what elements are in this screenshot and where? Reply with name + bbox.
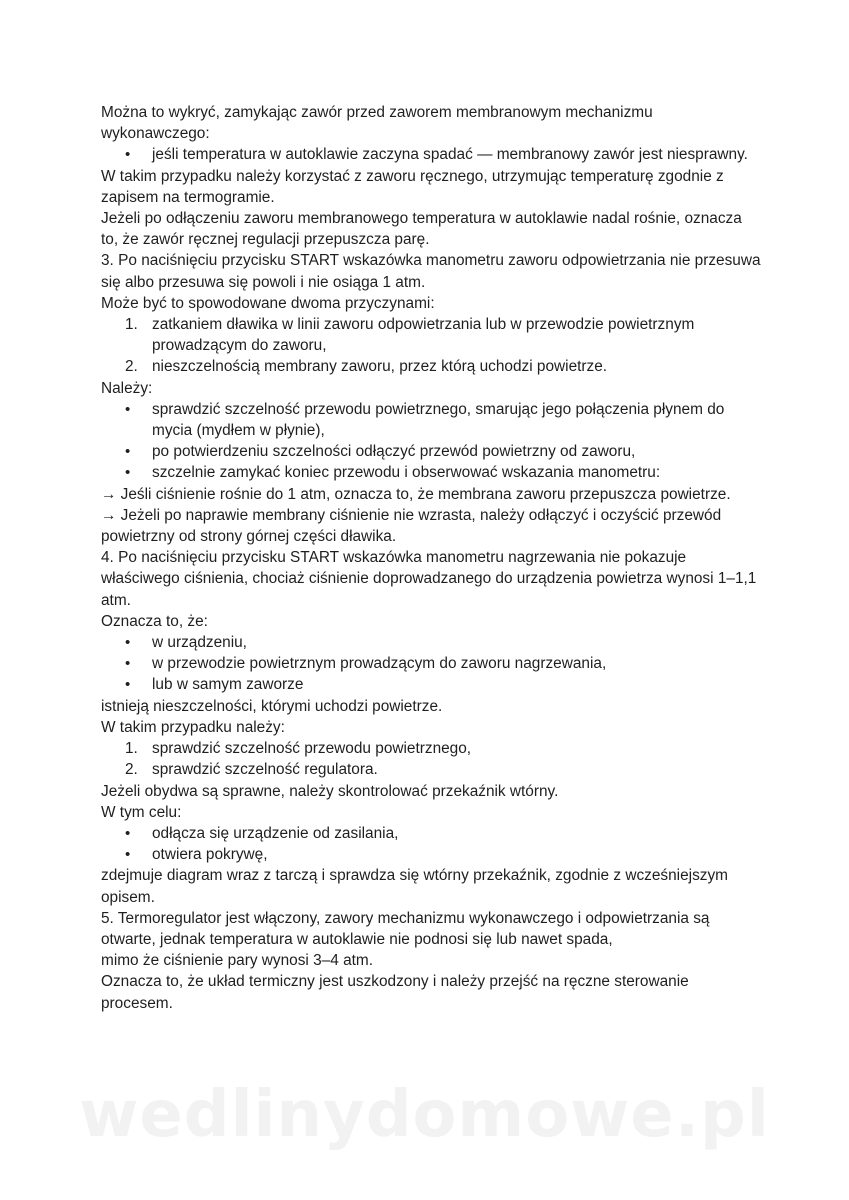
list-item-text: zatkaniem dławika w linii zaworu odpowietrzania lub w przewodzie powietrznym prowadzącym do zaworu,: [152, 316, 695, 355]
numbered-list-item: [101, 738, 761, 759]
paragraph: zdejmuje diagram wraz z tarczą i sprawdza się wtórny przekaźnik, zgodnie z wcześniejszym opisem.: [101, 867, 728, 906]
bullet-list-item: • szczelnie zamykać koniec przewodu i obserwować wskazania manometru:: [101, 462, 761, 483]
bullet-list-item: • odłącza się urządzenie od zasilania,: [101, 823, 761, 844]
bullet-list-item: • lub w samym zaworze: [101, 674, 761, 695]
paragraph: W tym celu:: [101, 803, 182, 821]
list-item-text: sprawdzić szczelność regulatora.: [152, 761, 378, 779]
bullet-list: [101, 823, 761, 865]
paragraph: Jeżeli obydwa są sprawne, należy skontrolować przekaźnik wtórny.: [101, 782, 559, 800]
bullet-list: [101, 632, 761, 696]
list-number: 1.: [125, 316, 138, 334]
numbered-list-item: [101, 314, 761, 356]
bullet-list: [101, 144, 761, 165]
list-number: 1.: [125, 740, 138, 758]
numbered-list-item: [101, 356, 761, 377]
numbered-list: [101, 314, 761, 378]
watermark: wedlinydomowe.pl: [79, 1078, 770, 1152]
numbered-list-item: [101, 759, 761, 780]
paragraph: Można to wykryć, zamykając zawór przed zaworem membranowym mechanizmu wykonawczego:: [101, 104, 653, 143]
paragraph: mimo że ciśnienie pary wynosi 3–4 atm.: [101, 952, 374, 970]
list-number: 2.: [125, 358, 138, 376]
paragraph: 3. Po naciśnięciu przycisku START wskazówka manometru zaworu odpowietrzania nie przesuwa się albo przesuwa się powoli i nie osiąga 1 atm.: [101, 252, 761, 291]
list-item-text: sprawdzić szczelność przewodu powietrznego,: [152, 740, 472, 758]
document-body: [101, 102, 761, 1014]
list-item-text: nieszczelnością membrany zaworu, przez którą uchodzi powietrze.: [152, 358, 608, 376]
paragraph: Jeżeli po odłączeniu zaworu membranowego temperatura w autoklawie nadal rośnie, oznacza to, że zawór ręcznej regulacji przepuszcza parę.: [101, 210, 742, 249]
paragraph: W takim przypadku należy korzystać z zaworu ręcznego, utrzymując temperaturę zgodnie z zapisem na termogramie.: [101, 167, 724, 206]
bullet-list-item: • jeśli temperatura w autoklawie zaczyna spadać — membranowy zawór jest niesprawny.: [101, 144, 761, 165]
paragraph: istnieją nieszczelności, którymi uchodzi powietrze.: [101, 697, 443, 715]
paragraph: W takim przypadku należy:: [101, 718, 285, 736]
paragraph: 5. Termoregulator jest włączony, zawory mechanizmu wykonawczego i odpowietrzania są otwarte, jednak temperatura w autoklawie nie podnosi się lub nawet spada,: [101, 909, 710, 948]
paragraph: Może być to spowodowane dwoma przyczynami:: [101, 294, 435, 312]
paragraph: → Jeśli ciśnienie rośnie do 1 atm, oznacza to, że membrana zaworu przepuszcza powietrze.: [101, 485, 731, 503]
paragraph: Należy:: [101, 379, 153, 397]
bullet-list-item: • otwiera pokrywę,: [101, 844, 761, 865]
paragraph: Oznacza to, że układ termiczny jest uszkodzony i należy przejść na ręczne sterowanie procesem.: [101, 973, 689, 1012]
paragraph: → Jeżeli po naprawie membrany ciśnienie nie wzrasta, należy odłączyć i oczyścić przewód powietrzny od strony górnej części dławika.: [101, 506, 722, 546]
paragraph: 4. Po naciśnięciu przycisku START wskazówka manometru nagrzewania nie pokazuje właściwego ciśnienia, chociaż ciśnienie doprowadzanego do urządzenia powietrza wynosi 1–1,1 atm.: [101, 549, 757, 609]
bullet-list-item: • sprawdzić szczelność przewodu powietrznego, smarując jego połączenia płynem do mycia (mydłem w płynie),: [101, 399, 761, 441]
list-number: 2.: [125, 761, 138, 779]
numbered-list: [101, 738, 761, 780]
bullet-list-item: • po potwierdzeniu szczelności odłączyć przewód powietrzny od zaworu,: [101, 441, 761, 462]
bullet-list-item: • w urządzeniu,: [101, 632, 761, 653]
bullet-list: [101, 399, 761, 484]
bullet-list-item: • w przewodzie powietrznym prowadzącym do zaworu nagrzewania,: [101, 653, 761, 674]
paragraph: Oznacza to, że:: [101, 612, 208, 630]
